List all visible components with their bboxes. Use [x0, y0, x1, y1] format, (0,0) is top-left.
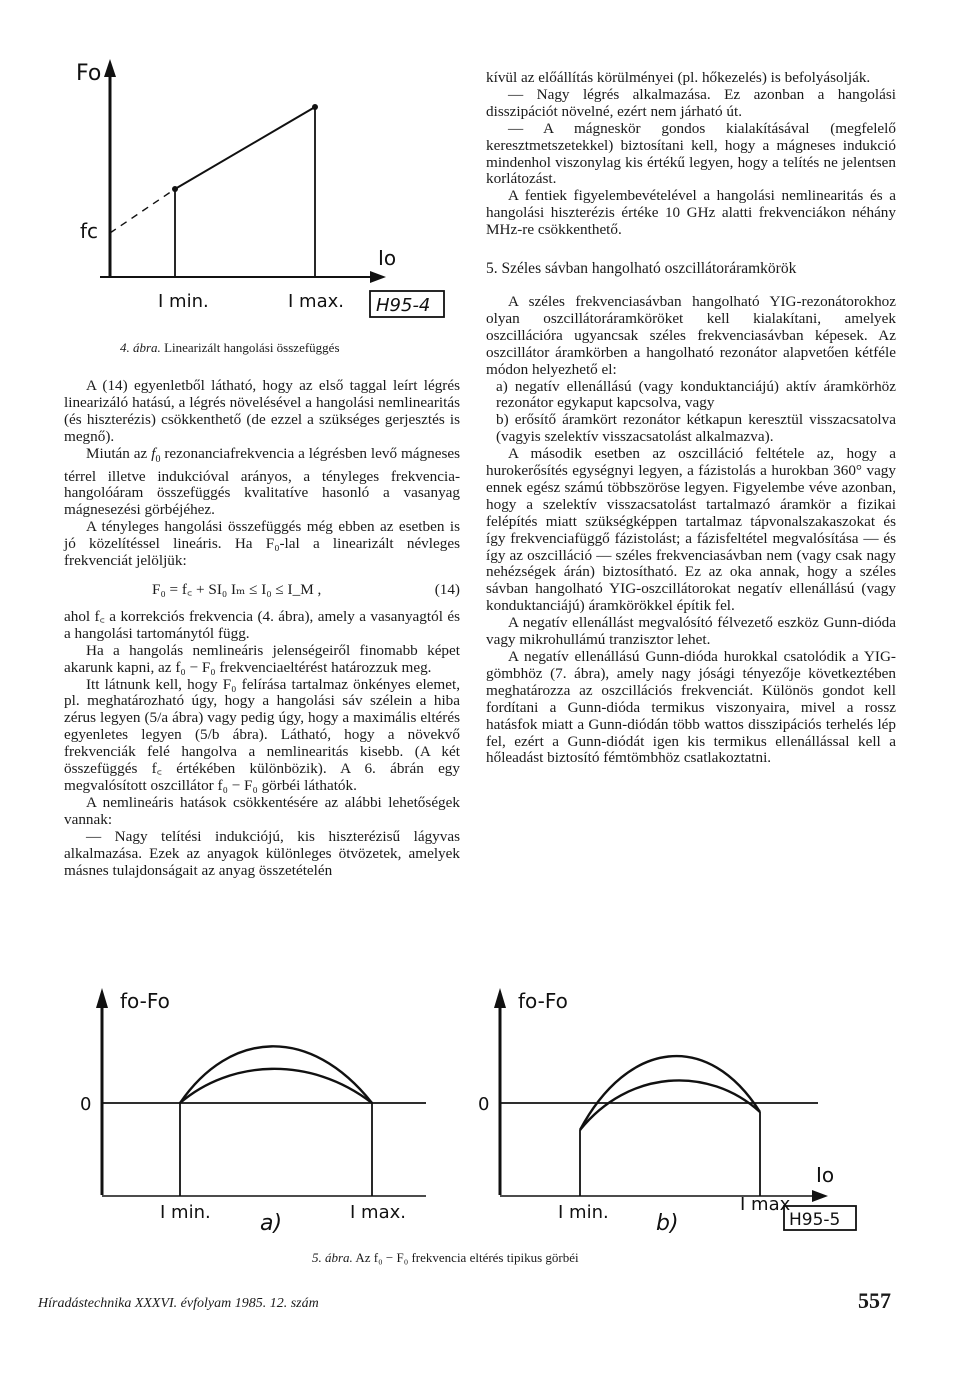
paragraph: kívül az előállítás körülményei (pl. hőkezelés) is befolyásolják.: [486, 69, 871, 86]
fig4-y-label: Fo: [76, 61, 102, 86]
fig4-imax-label: I max.: [288, 291, 344, 312]
fig5a-imin-label: I min.: [160, 1202, 211, 1223]
figure-5a-chart: [80, 980, 460, 1236]
x-axis-arrow: [812, 1190, 828, 1202]
fig4-x-label: Io: [378, 246, 397, 270]
paragraph: A negatív ellenállású Gunn-dióda hurokkal csatolódik a YIG-gömbhöz (7. ábra), amely nagy jósági tényezője következtében meghatározza az oszcillációs frekvenciát. Különös gondot kell fordítani a Gunn-dióda termikus viszonyaira, mivel a rossz hatásfok miatt a Gunn-diódán több wattos disszipációs terhelés lép fel, ezért a Gunn-diódát igen kis termikus ellenállással kell a hőleadást biztosító fémtömbhöz csatlakoztatni.: [486, 648, 896, 767]
fig5b-imax-label: I max: [740, 1194, 791, 1215]
fig4-code: H95-4: [376, 295, 431, 316]
caption-text: Az f₀ − F₀ frekvencia eltérés tipikus görbéi: [355, 1250, 579, 1265]
equation-text: F₀ = f꜀ + SI₀ Iₘ ≤ I₀ ≤ I_M ,: [152, 581, 322, 598]
paragraph: A második esetben az oszcilláció feltétele az, hogy a hurokerősítés egységnyi legyen, a fázistolás a hurokban 360° vagy ennek egész számú többszöröse legyen. Figyelembe véve azonban, hogy a szelektív visszacsatolást tartalmazó áramkör a fizikai felépítés miatt szükségképpen tartalmaz tápvonalszakaszokat és így frekvenciafüggő fázistolást; a fázisfeltétel megvalósítása — és így az oszcilláció — széles frekvenciasávban nem (vagy csak nagy nehézségek árán) biztosítható. Ez az oka annak, hogy a széles sávban hangolható YIG-oszcillátorokat negatív ellenállású (vagy konduktanciájú) áramkörökkel építik fel.: [486, 445, 896, 615]
figure-4-caption: [120, 340, 340, 356]
upper-curve: [180, 1046, 372, 1103]
paragraph: — Nagy légrés alkalmazása. Ez azonban a hangolási disszipációt növelné, ezért nem járható út.: [486, 85, 896, 120]
caption-number: 4. ábra.: [120, 340, 161, 355]
fig4-fc-label: fc: [80, 219, 99, 243]
y-axis-arrow: [104, 59, 116, 77]
fig5b-y-label: fo-Fo: [518, 989, 568, 1013]
equation-14: [64, 582, 460, 599]
paragraph: — Nagy telítési indukciójú, kis hiszterézisű lágyvas alkalmazása. Ezek az anyagok különleges ötvözetek, amelyek másnes tulajdonságait az anyag összetételén: [64, 827, 460, 879]
fig5b-tag: b): [656, 1211, 679, 1236]
paragraph: A tényleges hangolási összefüggés még ebben az esetben is jó közelítéssel lineáris. Ha F₀-lal a linearizált névleges frekvenciát jelöljük:: [64, 518, 460, 570]
paragraph: A negatív ellenállást megvalósító félvezető eszköz Gunn-dióda vagy mikrohullámú tranzisztor lehet.: [486, 614, 896, 649]
paragraph: A nemlineáris hatások csökkentésére az alábbi lehetőségek vannak:: [64, 793, 460, 828]
caption-number: 5. ábra.: [312, 1250, 353, 1265]
lower-curve: [580, 1080, 760, 1130]
y-axis-arrow: [96, 988, 108, 1008]
figure-5b-chart: [478, 980, 878, 1236]
left-column: [64, 378, 460, 879]
fig5-code: H95-5: [789, 1210, 841, 1230]
list-item: a) negatív ellenállású (vagy konduktanciájú) aktív áramkörhöz rezonátor egykaput kapcsolva, vagy: [496, 377, 896, 412]
fig5b-x-label: Io: [816, 1163, 835, 1187]
fig5b-imin-label: I min.: [558, 1202, 609, 1223]
right-column: [486, 70, 896, 767]
fig5a-y-label: fo-Fo: [120, 989, 170, 1013]
paragraph: Ha a hangolás nemlineáris jelenségeiről finomabb képet akarunk kapni, az f₀ − F₀ frekvenciaeltérést határozzuk meg.: [64, 641, 460, 676]
paragraph: A (14) egyenletből látható, hogy az első taggal leírt légrés linearizáló hatású, a légrés növelésével a hangolási nemlinearitás (és hiszterézis) csökkenthető (de ezzel a szükséges gerjesztés is megnő).: [64, 377, 460, 445]
fc-dashed-extension: [110, 189, 175, 233]
fig5b-zero: 0: [478, 1094, 490, 1115]
paragraph: A fentiek figyelembevételével a hangolási nemlinearitás és a hangolási hiszterézis értéke 10 GHz alatti frekvenciákon néhány MHz-re csökkenthető.: [486, 187, 896, 239]
fig5a-imax-label: I max.: [350, 1202, 406, 1223]
linearized-line: [175, 107, 315, 189]
page-number: 557: [858, 1288, 891, 1313]
figure-4-tuning-chart: [60, 55, 480, 345]
paragraph: A széles frekvenciasávban hangolható YIG-rezonátorokhoz olyan oszcillátoráramköröket kell kialakítani, amelyek oszcillációra ugyancsak széles frekvenciasávban képesek. Az oszcillátor áramkörben a hangolható rezonátor alapvetően kétféle módon helyezhető el:: [486, 292, 896, 378]
equation-number: (14): [434, 581, 460, 598]
caption-text: Linearizált hangolási összefüggés: [164, 340, 340, 355]
fig5a-tag: a): [260, 1211, 283, 1236]
paragraph: ahol f꜀ a korrekciós frekvencia (4. ábra), amely a vasanyagtól és a hangolási tartománytól függ.: [64, 607, 460, 642]
figure-5-caption: [312, 1250, 579, 1266]
fig4-imin-label: I min.: [158, 291, 209, 312]
list-item: b) erősítő áramkört rezonátor kétkapun keresztül visszacsatolva (vagyis szelektív visszacsatolást alkalmazva).: [496, 411, 896, 446]
fig5a-zero: 0: [80, 1094, 92, 1115]
section-heading: 5. Széles sávban hangolható oszcillátoráramkörök: [486, 260, 797, 278]
y-axis-arrow: [494, 988, 506, 1008]
paragraph: Miután az $f_0$ rezonanciafrekvencia a légrésben levő mágneses térrel illetve indukcióval arányos, a tényleges frekvencia-hangolóáram összefüggés kvalitatíve hasonló a vasanyag mágnesezési görbéjéhez.: [64, 444, 461, 519]
paragraph: — A mágneskör gondos kialakításával (megfelelő keresztmetszetekkel) biztosítani kell, hogy a mágneses indukció mindenhol viszonylag kis értékű legyen, hogy a telítés ne jelentsen korlátozást.: [486, 119, 896, 188]
x-axis-arrow: [370, 271, 386, 283]
paragraph: Itt látnunk kell, hogy F₀ felírása tartalmaz önkényes elemet, pl. meghatározható úgy, hogy a hangolási sáv szélein a hiba zérus legyen (5/a ábra) vagy pedig úgy, hogy a maximális eltérés egyenletes legyen (5/b ábra). Látható, hogy a növekvő frekvenciák felé hangolva a nemlinearitás kisebb. (A két összefüggés f꜀ értékében különbözik). A 6. ábrán egy megvalósított oszcillátor f₀ − F₀ görbéi láthatók.: [64, 675, 460, 794]
journal-footer: Híradástechnika XXXVI. évfolyam 1985. 12. szám: [38, 1296, 319, 1311]
